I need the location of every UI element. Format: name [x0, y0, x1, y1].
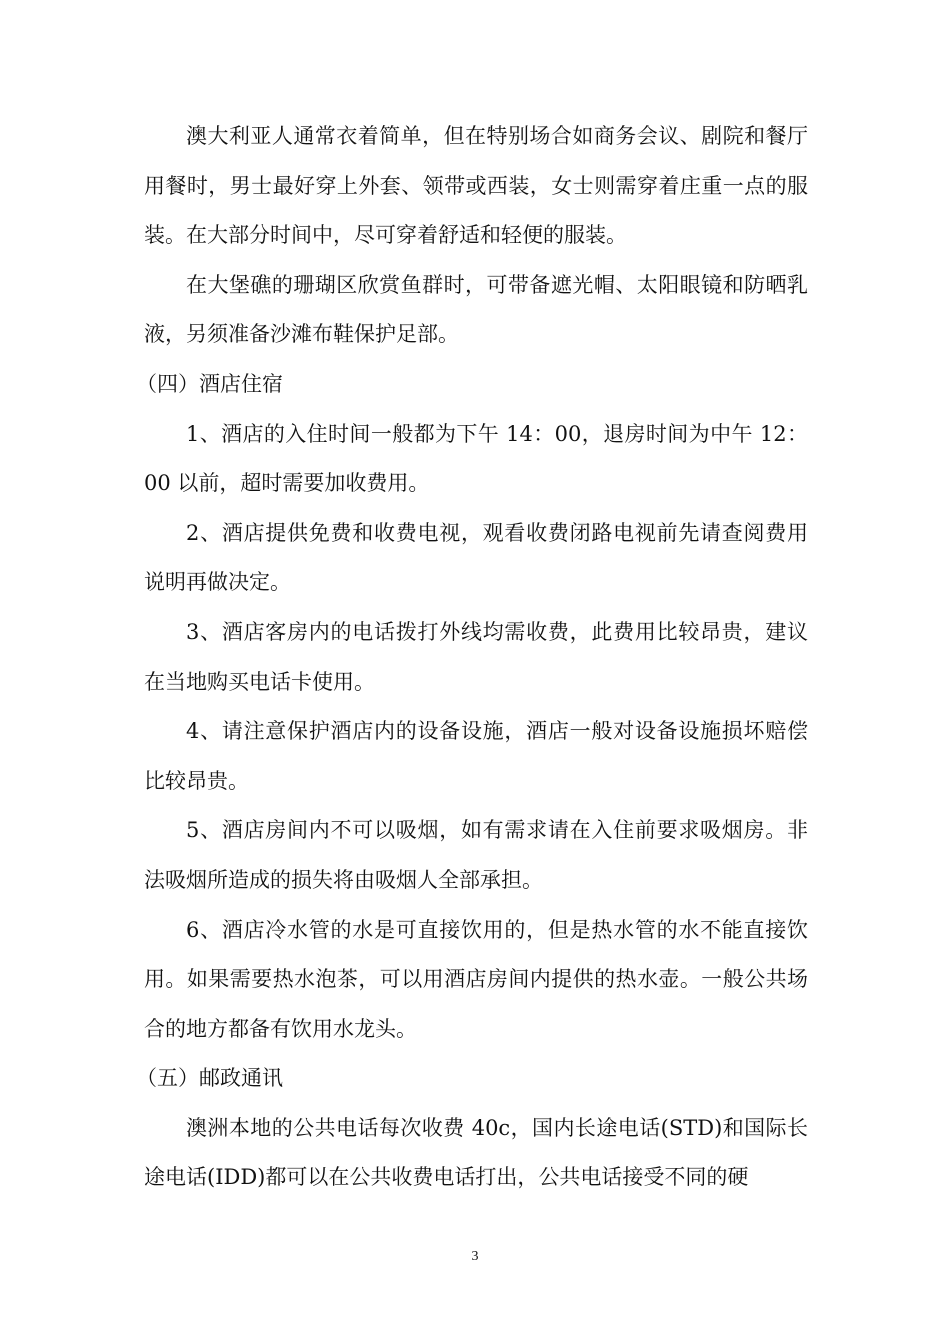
paragraph-hotel-5: 5、酒店房间内不可以吸烟，如有需求请在入住前要求吸烟房。非法吸烟所造成的损失将由吸烟人全部承担。	[144, 818, 808, 892]
paragraph-reef-gear: 在大堡礁的珊瑚区欣赏鱼群时，可带备遮光帽、太阳眼镜和防晒乳液，另须准备沙滩布鞋保护足部。	[144, 272, 808, 347]
paragraph-hotel-6: 6、酒店冷水管的水是可直接饮用的，但是热水管的水不能直接饮用。如果需要热水泡茶，可以用酒店房间内提供的热水壶。一般公共场合的地方都备有饮用水龙头。	[144, 917, 808, 1041]
paragraph-attire: 澳大利亚人通常衣着简单，但在特别场合如商务会议、剧院和餐厅用餐时，男士最好穿上外套、领带或西装，女士则需穿着庄重一点的服装。在大部分时间中，尽可穿着舒适和轻便的服装。	[144, 124, 808, 248]
paragraph-hotel-3: 3、酒店客房内的电话拨打外线均需收费，此费用比较昂贵，建议在当地购买电话卡使用。	[144, 619, 808, 694]
paragraph-hotel-1: 1、酒店的入住时间一般都为下午 14：00，退房时间为中午 12：00 以前，超时需要加收费用。	[144, 421, 808, 496]
paragraph-hotel-2: 2、酒店提供免费和收费电视，观看收费闭路电视前先请查阅费用说明再做决定。	[144, 520, 808, 595]
section-heading-hotel: （四）酒店住宿	[136, 371, 283, 396]
document-body	[136, 112, 808, 1203]
paragraph-phone: 澳洲本地的公共电话每次收费 40c，国内长途电话(STD)和国际长途电话(IDD)都可以在公共收费电话打出，公共电话接受不同的硬	[144, 1115, 808, 1190]
section-heading-post: （五）邮政通讯	[136, 1066, 283, 1091]
paragraph-hotel-4: 4、请注意保护酒店内的设备设施，酒店一般对设备设施损坏赔偿比较昂贵。	[144, 719, 808, 793]
page-number: 3	[471, 1249, 479, 1264]
